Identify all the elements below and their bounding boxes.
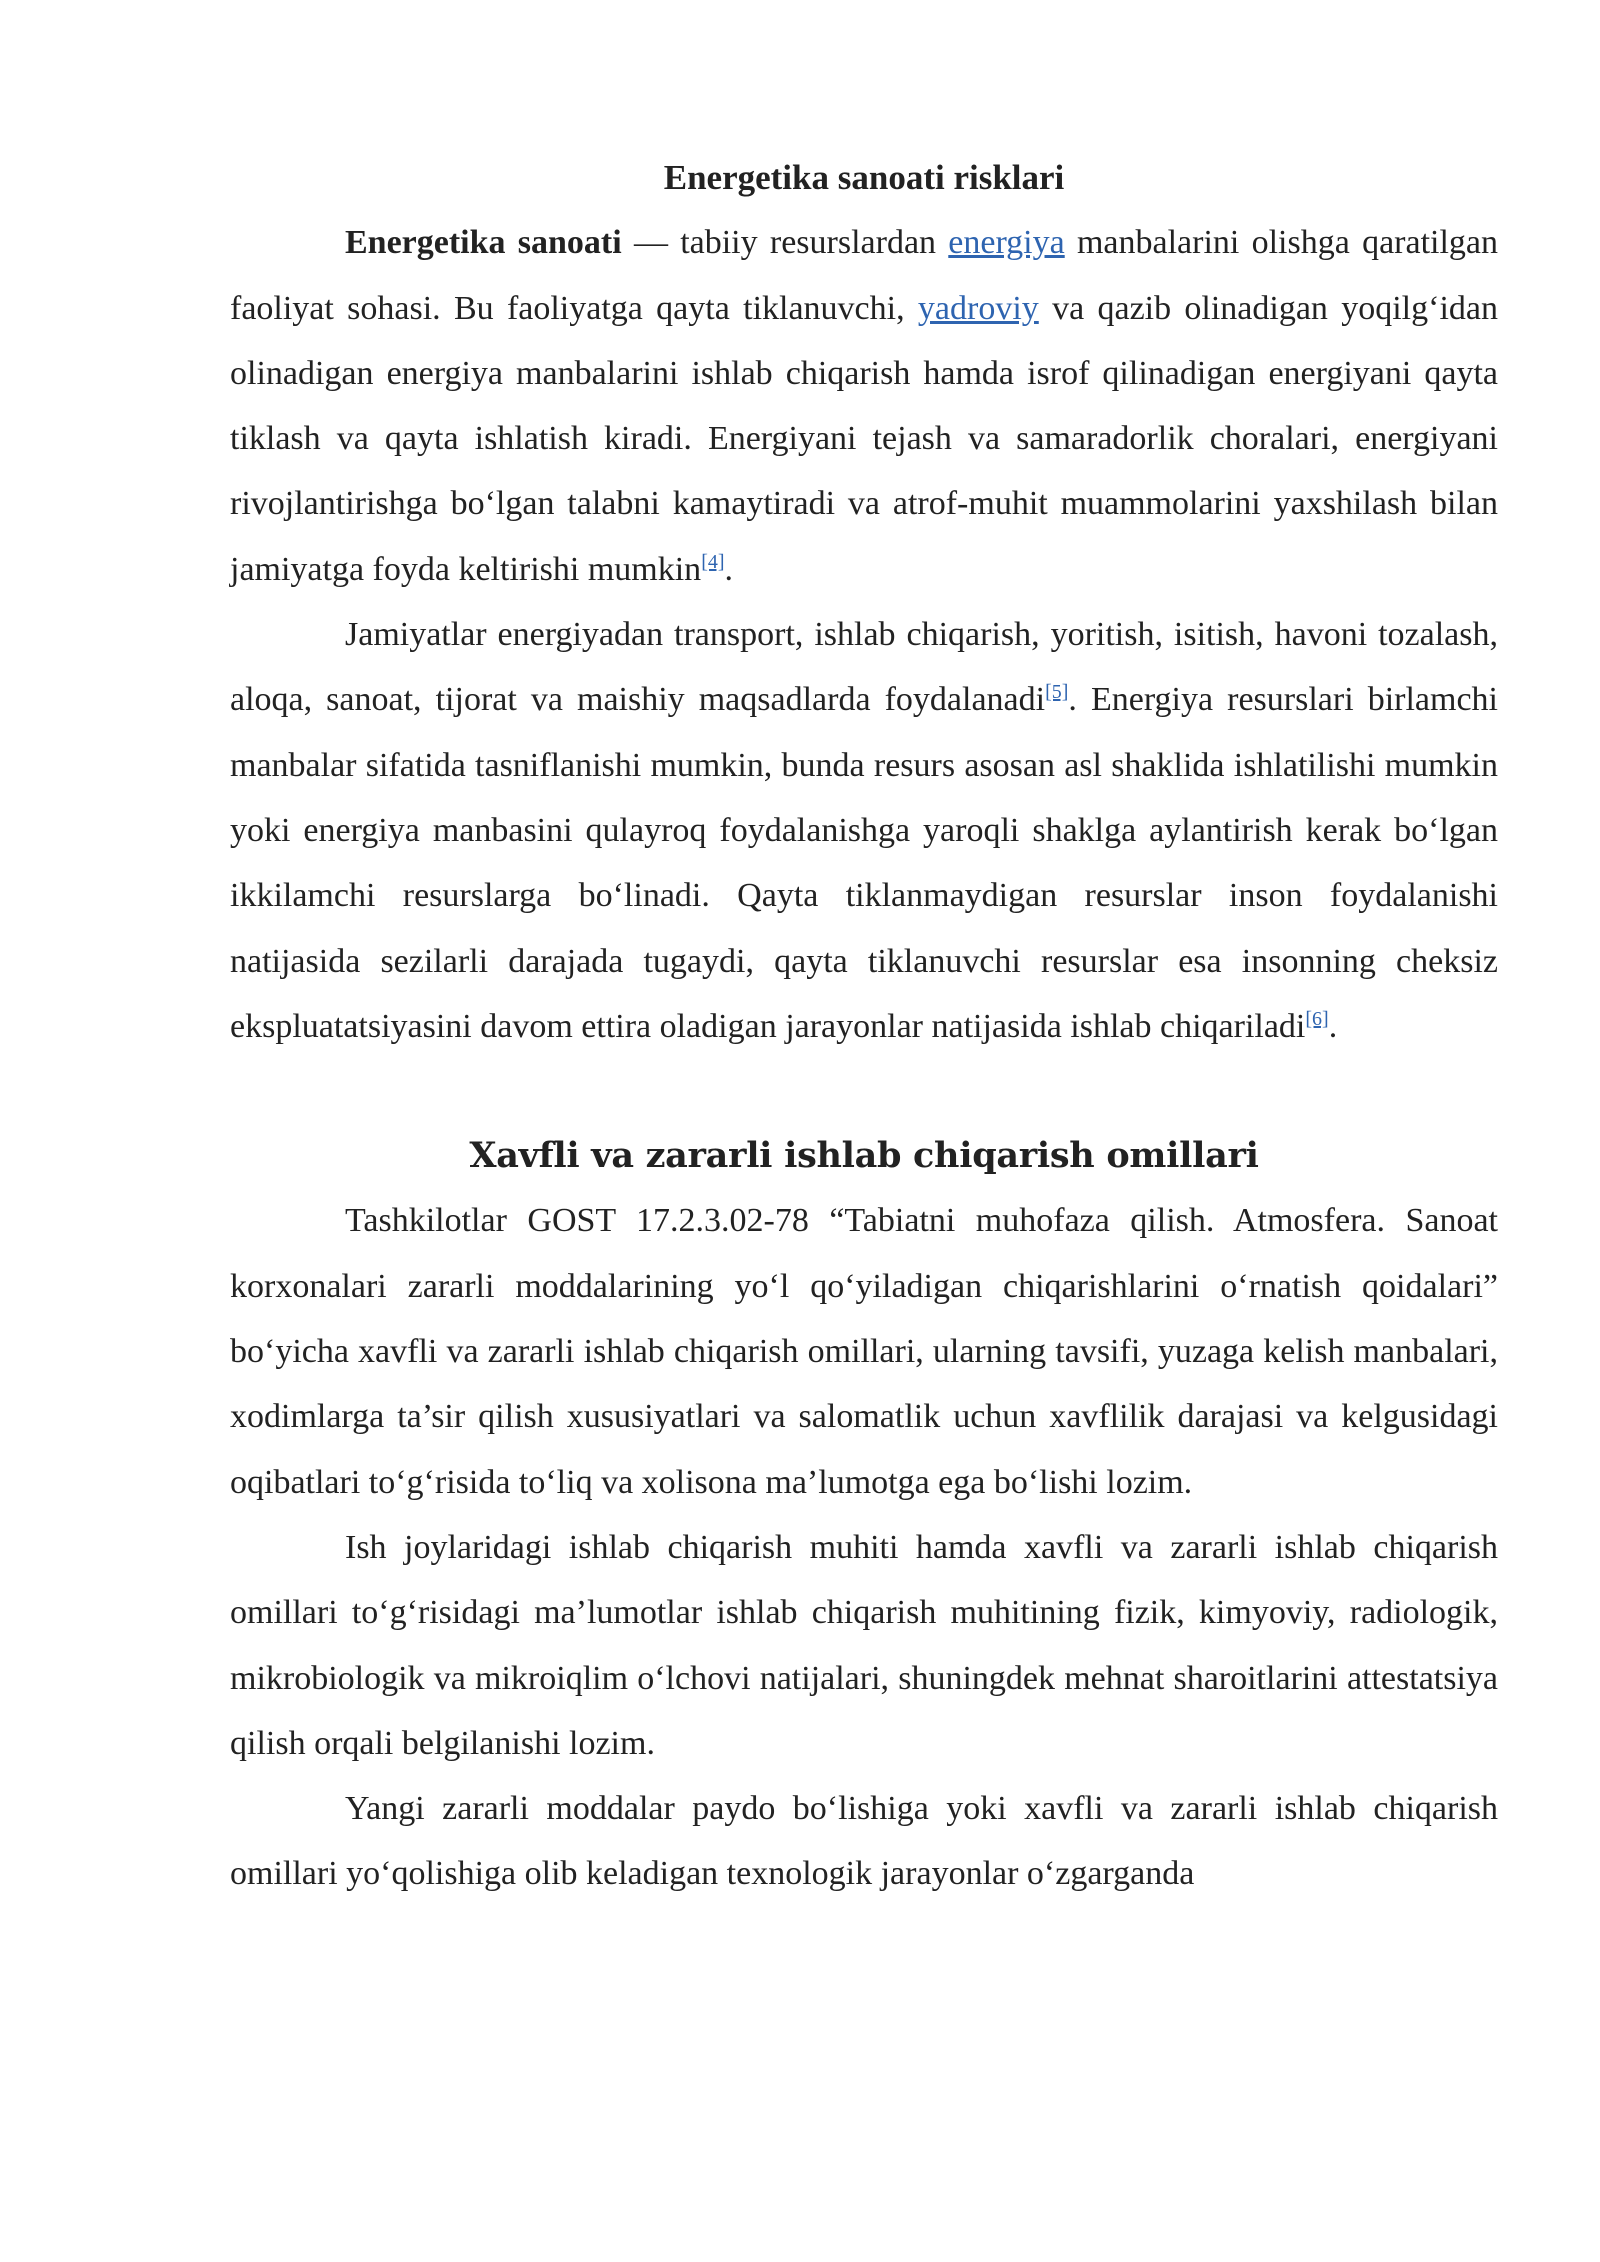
link-energiya[interactable]: energiya	[948, 224, 1065, 262]
paragraph-energy-definition	[230, 210, 1498, 602]
footnote-ref-6[interactable]: [6]	[1305, 1007, 1329, 1030]
footnote-ref-4[interactable]: [4]	[701, 550, 725, 573]
paragraph-new-substances: Yangi zararli moddalar paydo bo‘lishiga yoki xavfli va zararli ishlab chiqarish omillari yo‘qolishiga olib keladigan texnologik jarayonlar o‘zgarganda	[230, 1790, 1498, 1893]
dash: —	[621, 224, 681, 262]
text-span: manbalarini olishga qaratilgan faoliyat sohasi. Bu faoliyatga qayta tiklanuvchi,	[230, 224, 1498, 327]
text-span: .	[1328, 1007, 1338, 1045]
paragraph-gost-requirements: Tashkilotlar GOST 17.2.3.02-78 “Tabiatni muhofaza qilish. Atmosfera. Sanoat korxonalari zararli moddalarining yo‘l qo‘yiladigan chiqarishlarini o‘rnatish qoidalari” bo‘yicha xavfli va zararli ishlab chiqarish omillari, ularning tavsifi, yuzaga kelish manbalari, xodimlarga ta’sir qilish xususiyatlari va salomatlik uchun xavflilik darajasi va kelgusidagi oqibatlari to‘g‘risida to‘liq va xolisona ma’lumotga ega bo‘lishi lozim.	[230, 1202, 1498, 1501]
paragraph-workplace-data: Ish joylaridagi ishlab chiqarish muhiti hamda xavfli va zararli ishlab chiqarish omillari to‘g‘risidagi ma’lumotlar ishlab chiqarish muhitining fizik, kimyoviy, radiologik, mikrobiologik va mikroiqlim o‘lchovi natijalari, shuningdek mehnat sharoitlarini attestatsiya qilish orqali belgilanishi lozim.	[230, 1528, 1498, 1762]
document-page	[230, 145, 1498, 1907]
text-span: .	[724, 550, 734, 588]
text-span: tabiiy resurslardan	[680, 224, 949, 262]
text-span: . Energiya resurslari birlamchi manbalar sifatida tasniflanishi mumkin, bunda resurs asosan asl shaklida ishlatilishi mumkin yoki energiya manbasini qulayroq foydalanishga yaroqli shaklga aylantirish kerak bo‘lgan ikkilamchi resurslarga bo‘linadi. Qayta tiklanmaydigan resurslar inson foydalanishi natijasida sezilarli darajada tugaydi, qayta tiklanuvchi resurslar esa insonning cheksiz ekspluatatsiyasini davom ettira oladigan jarayonlar natijasida ishlab chiqariladi	[230, 681, 1498, 1045]
term-energetika-sanoati: Energetika sanoati	[345, 224, 622, 262]
text-span: va qazib olinadigan yoqilg‘idan olinadigan energiya manbalarini ishlab chiqarish hamda isrof qilinadigan energiyani qayta tiklash va qayta ishlatish kiradi. Energiyani tejash va samaradorlik choralari, energiyani rivojlantirishga bo‘lgan talabni kamaytiradi va atrof-muhit muammolarini yaxshilash bilan jamiyatga foyda keltirishi mumkin	[230, 289, 1498, 588]
text-span: Jamiyatlar energiyadan transport, ishlab chiqarish, yoritish, isitish, havoni tozalash, aloqa, sanoat, tijorat va maishiy maqsadlarda foydalanadi	[230, 616, 1498, 719]
section-title-energy-risks: Energetika sanoati risklari	[663, 158, 1065, 197]
section-title-hazard-factors: Xavfli va zararli ishlab chiqarish omillari	[469, 1135, 1259, 1177]
paragraph-energy-usage	[230, 602, 1498, 1059]
footnote-ref-5[interactable]: [5]	[1045, 681, 1069, 704]
link-yadroviy[interactable]: yadroviy	[917, 289, 1039, 327]
